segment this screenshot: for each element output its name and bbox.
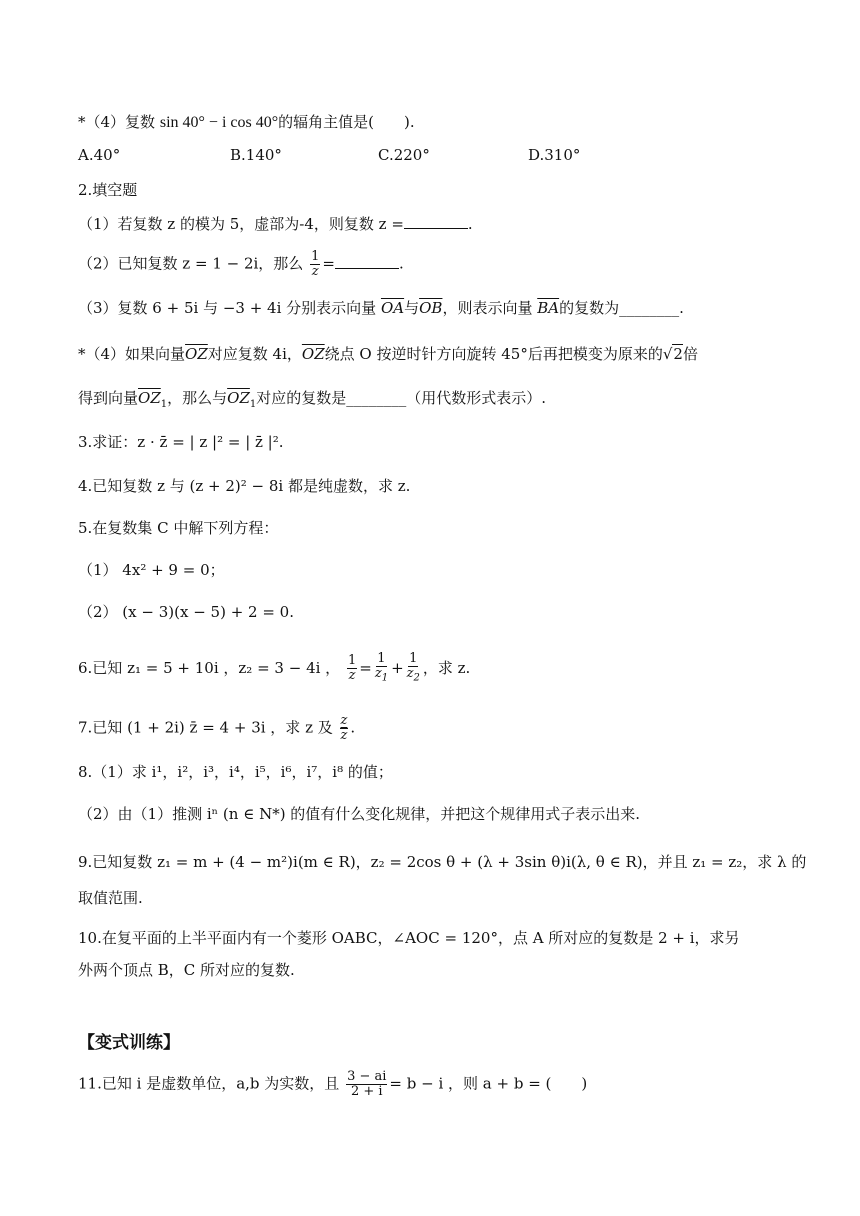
q11-post: = b − i ，则 a + b = ( ) [389,1074,588,1093]
q5-eq2: （2） (x − 3)(x − 5) + 2 = 0. [78,603,294,621]
q7-post: . [350,718,356,737]
q10-line-1: 10.在复平面的上半平面内有一个菱形 OABC，∠AOC = 120°，点 A 所对应的复数是 2 + i，求另 [78,929,740,947]
fill-4-line-1: *（4）如果向量$\overline{OZ}$对应复数 4i，$\overline{OZ}$绕点 O 按逆时针方向旋转 45°后再把模变为原来的√2倍 [78,345,698,363]
q6-post: ，求 z. [422,658,471,677]
q8-line-2: （2）由（1）推测 iⁿ (n ∈ N*) 的值有什么变化规律，并把这个规律用式子表示出来. [78,805,641,823]
option-b: B.140° [230,146,282,164]
variant-training-heading: 【变式训练】 [78,1033,180,1053]
vector-oz-2: $\overline{OZ}$ [301,345,325,363]
q4-mc-text-pre: 复数 [125,113,156,131]
fraction-q11 [346,1070,387,1099]
q9-line-1: 9.已知复数 z₁ = m + (4 − m²)i(m ∈ R)，z₂ = 2cos θ + (λ + 3sin θ)i(λ, θ ∈ R)，并且 z₁ = z₂，求 λ 的 [78,853,807,871]
vector-oa: $\overline{OA}$ [380,299,405,317]
fill-4-pre: *（4）如果向量 [78,345,186,363]
fill-3-end: 的复数为________. [559,299,684,317]
q6-pre: 6.已知 z₁ = 5 + 10i ，z₂ = 3 − 4i ， [78,658,341,677]
fill-2-pre: （2）已知复数 z = 1 − 2i，那么 [78,254,304,273]
fill-2-end: . [398,254,404,273]
fill-2 [78,250,404,279]
vector-ob: $\overline{OB}$ [419,299,443,317]
q10-line-2: 外两个顶点 B，C 所对应的复数. [78,961,295,979]
q7-pre: 7.已知 (1 + 2i) z̄ = 4 + 3i ，求 z 及 [78,718,333,737]
q8-line-1: 8.（1）求 i¹，i²，i³，i⁴，i⁵，i⁶，i⁷，i⁸ 的值； [78,763,393,781]
vector-oz1: $\overline{OZ}$ [138,389,161,407]
q11-pre: 11.已知 i 是虚数单位，a,b 为实数，且 [78,1074,340,1093]
vector-oz1-sub: 1 [160,399,168,410]
q4: 4.已知复数 z 与 (z + 2)² − 8i 都是纯虚数，求 z. [78,477,411,495]
fraction-numerator: 3 − ai [347,1069,387,1084]
vector-ba: $\overline{BA}$ [537,299,560,317]
q11 [78,1070,587,1099]
fill-3-post: ，则表示向量 [442,299,533,317]
fraction-numerator: 1 [311,249,320,264]
q5: 5.在复数集 C 中解下列方程： [78,519,279,537]
option-d: D.310° [528,146,581,164]
fill-2-post: = [322,254,335,273]
q4-mc-marker: *（4） [78,113,126,131]
fill-4-mid: 对应复数 4i， [207,345,302,363]
vector-oz: $\overline{OZ}$ [185,345,208,363]
answer-blank [335,254,399,269]
option-a: A.40° [78,146,121,164]
fraction-1-over-z2: $\frac{1}{z_2}$ [406,651,420,684]
q5-eq1: （1） 4x² + 9 = 0； [78,561,225,579]
fill-3-mid: 与 [404,299,420,317]
fill-4-line-2-post: 对应的复数是________（用代数形式表示）. [256,389,547,407]
fill-4-end: 倍 [682,345,698,363]
fraction-denominator: z [311,264,319,279]
fill-4-line-2-mid: ，那么与 [167,389,228,407]
q9-line-2: 取值范围. [78,889,143,907]
fraction-1-over-z: $\frac{1}{z}$ [347,653,357,684]
sqrt-two: 2 [673,345,683,363]
q4-mc-stem [78,112,415,133]
q4-mc-expr: sin 40° − i cos 40° [159,114,279,131]
fraction-z-over-zbar: $\frac{z}{z}$ [340,713,348,743]
q3: 3.求证：z · z̄ = | z |² = | z̄ |². [78,433,284,451]
vector-oz1-b-sub: 1 [249,399,257,410]
q7 [78,714,355,743]
fraction-1-over-z1: $\frac{1}{z_1}$ [374,651,389,684]
fill-4-line-2 [78,388,546,415]
fill-1-end: . [467,215,473,233]
fraction-one-over-z [310,250,320,279]
fill-4-line-2-pre: 得到向量 [78,389,139,407]
fill-1-text: （1）若复数 z 的模为 5，虚部为-4，则复数 z = [78,215,404,233]
section-2-title: 2.填空题 [78,181,138,199]
fraction-denominator: 2 + i [350,1084,383,1099]
answer-blank [404,214,468,229]
fill-3 [78,298,684,318]
fill-3-pre: （3）复数 6 + 5i 与 −3 + 4i 分别表示向量 [78,299,377,317]
option-c: C.220° [378,146,430,164]
fill-1 [78,214,473,234]
q6: 6.已知 z₁ = 5 + 10i ，z₂ = 3 − 4i ， $\frac{1}{z}$ = $\frac{1}{z_1}$ + $\frac{1}{z_2}$ ，求 z. [78,651,471,684]
vector-oz1-b: $\overline{OZ}$ [227,389,250,407]
q4-mc-text-post: 的辐角主值是( ). [278,113,415,131]
fill-4-post: 绕点 O 按逆时针方向旋转 45°后再把模变为原来的 [324,345,663,363]
